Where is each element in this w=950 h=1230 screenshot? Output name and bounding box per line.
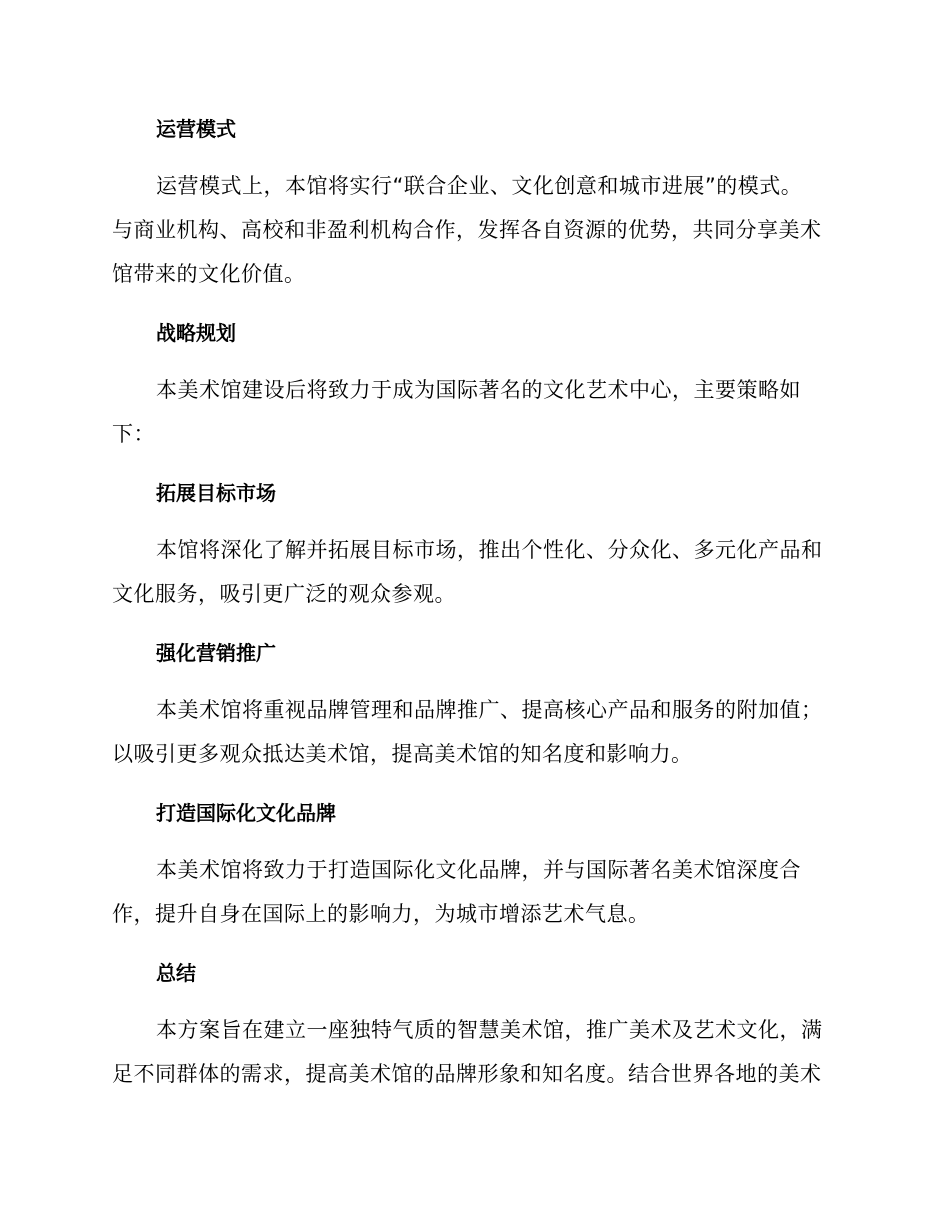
section-paragraph-operation-mode: [112, 164, 832, 296]
paragraph-line: 作，提升自身在国际上的影响力，为城市增添艺术气息。: [112, 902, 650, 926]
paragraph-line: 本美术馆将重视品牌管理和品牌推广、提高核心产品和服务的附加值；: [156, 698, 823, 722]
paragraph-line: 本馆将深化了解并拓展目标市场，推出个性化、分众化、多元化产品和: [156, 538, 823, 562]
paragraph-line: 以吸引更多观众抵达美术馆，提高美术馆的知名度和影响力。: [112, 742, 693, 766]
section-paragraph-summary: [112, 1008, 832, 1096]
section-paragraph-marketing: [112, 688, 832, 776]
section-heading-marketing: 强化营销推广: [156, 641, 276, 665]
paragraph-line: 文化服务，吸引更广泛的观众参观。: [112, 582, 456, 606]
section-paragraph-international-brand: [112, 848, 832, 936]
section-heading-international-brand: 打造国际化文化品牌: [156, 801, 336, 825]
paragraph-line: 与商业机构、高校和非盈利机构合作，发挥各自资源的优势，共同分享美术: [112, 218, 822, 242]
section-heading-summary: 总结: [156, 961, 196, 985]
section-paragraph-target-market: [112, 528, 832, 616]
section-heading-target-market: 拓展目标市场: [156, 481, 276, 505]
paragraph-line: 本美术馆将致力于打造国际化文化品牌，并与国际著名美术馆深度合: [156, 858, 801, 882]
paragraph-line: 运营模式上，本馆将实行“联合企业、文化创意和城市进展”的模式。: [156, 174, 803, 198]
paragraph-line: 本美术馆建设后将致力于成为国际著名的文化艺术中心，主要策略如: [156, 378, 801, 402]
paragraph-line: 馆带来的文化价值。: [112, 262, 306, 286]
paragraph-line: 足不同群体的需求，提高美术馆的品牌形象和知名度。结合世界各地的美术: [112, 1062, 822, 1086]
paragraph-line: 下：: [112, 422, 155, 446]
section-heading-operation-mode: 运营模式: [156, 117, 236, 141]
paragraph-line: 本方案旨在建立一座独特气质的智慧美术馆，推广美术及艺术文化，满: [156, 1018, 823, 1042]
section-paragraph-strategy: [112, 368, 832, 456]
section-heading-strategy: 战略规划: [156, 321, 236, 345]
